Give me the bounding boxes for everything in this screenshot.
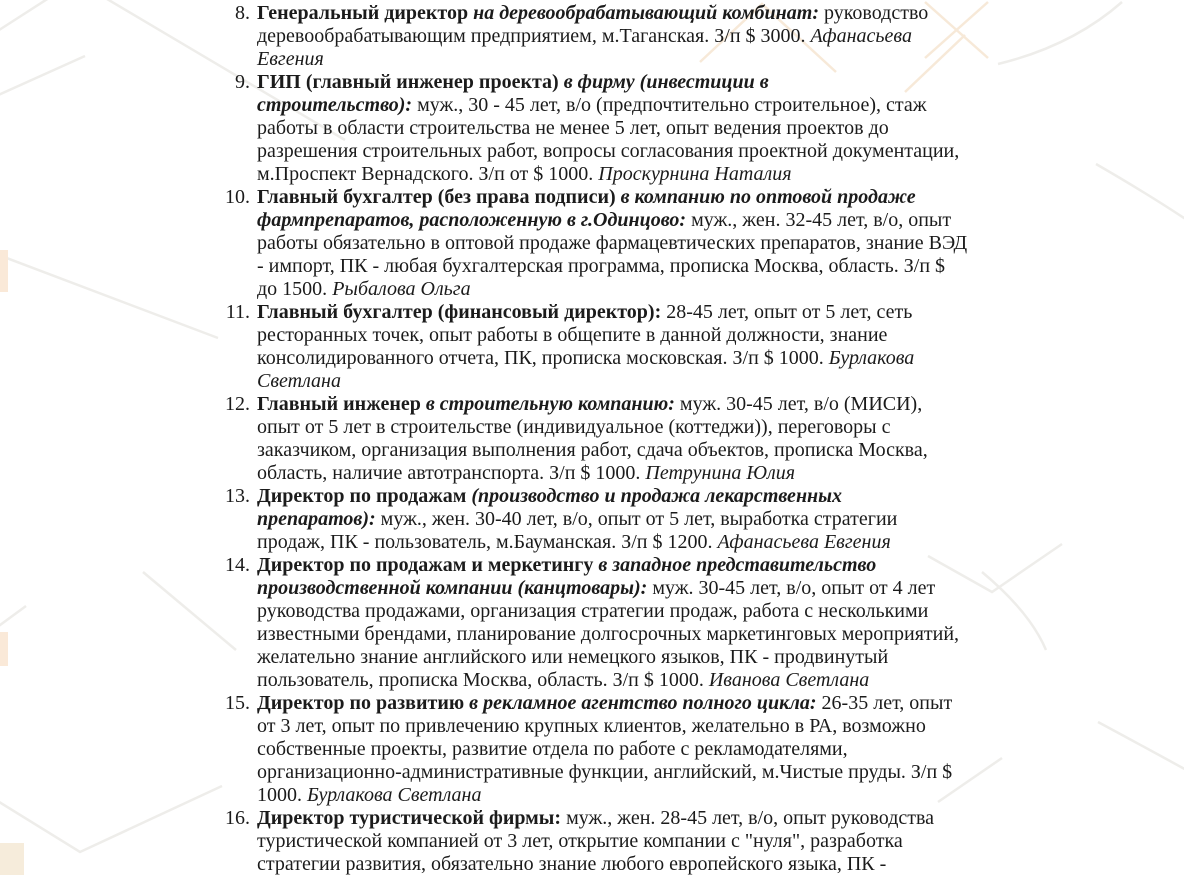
vacancy-item <box>218 485 1184 554</box>
item-qualifier: (производство и продажа лекарственных препаратов): <box>257 485 843 530</box>
item-title: Директор по продажам <box>257 485 467 507</box>
item-contact: Рыбалова Ольга <box>332 278 471 300</box>
item-qualifier: в компанию по оптовой продаже фармпрепаратов, расположенную в г.Одинцово: <box>257 186 916 231</box>
item-contact: Проскурнина Наталия <box>598 163 792 185</box>
vacancy-item <box>218 692 1184 807</box>
item-contact: Афанасьева Евгения <box>717 531 891 553</box>
item-description: муж., жен. 30-40 лет, в/о, опыт от 5 лет, выработка стратегии продаж, ПК - пользователь, м.Бауманская. З/п $ 1200. <box>257 508 898 553</box>
vacancy-item <box>218 807 1184 876</box>
item-number: 11. <box>225 301 250 323</box>
item-number: 15. <box>225 692 250 714</box>
item-number: 10. <box>225 186 250 208</box>
item-title: Главный бухгалтер (без права подписи) <box>257 186 616 208</box>
item-contact: Иванова Светлана <box>708 669 870 691</box>
vacancy-item <box>218 301 1184 393</box>
item-text <box>257 301 969 393</box>
item-text <box>257 393 969 485</box>
item-description: муж., 30 - 45 лет, в/о (предпочтительно строительное), стаж работы в области строительства не менее 5 лет, опыт ведения проектов до разрешения строительных работ, вопросы согласования проектной документации, м.Проспект Вернадского. З/п от $ 1000. <box>257 94 960 185</box>
vacancy-item <box>218 393 1184 485</box>
item-title: Главный инженер <box>257 393 421 415</box>
vacancy-item <box>218 2 1184 71</box>
item-text <box>257 554 969 692</box>
item-title: Главный бухгалтер (финансовый директор): <box>257 301 662 323</box>
item-qualifier: в фирму (инвестиции в строительство): <box>257 71 769 116</box>
item-text <box>257 692 969 807</box>
item-contact: Бурлакова Светлана <box>307 784 482 806</box>
item-description: муж., жен. 32-45 лет, в/о, опыт работы обязательно в оптовой продаже фармацевтических препаратов, знание ВЭД - импорт, ПК - любая бухгалтерская программа, прописка Москва, область. З/п $ до 1500. <box>257 209 968 300</box>
item-description: муж. 30-45 лет, в/о (МИСИ), опыт от 5 лет в строительстве (индивидуальное (коттеджи)), переговоры с заказчиком, организация выполнения работ, сдача объектов, прописка Москва, область, наличие автотранспорта. З/п $ 1000. <box>257 393 928 484</box>
item-number: 13. <box>225 485 250 507</box>
item-description: 26-35 лет, опыт от 3 лет, опыт по привлечению крупных клиентов, желательно в РА, возможно собственные проекты, развитие отдела по работе с рекламодателями, организационно-административные функции, английский, м.Чистые пруды. З/п $ 1000. <box>257 692 953 806</box>
item-title: Генеральный директор <box>257 2 469 24</box>
item-description: руководство деревообрабатывающим предприятием, м.Таганская. З/п $ 3000. <box>257 2 929 47</box>
item-text <box>257 71 969 186</box>
item-contact: Афанасьева Евгения <box>257 25 912 70</box>
item-description: муж. 30-45 лет, в/о, опыт от 4 лет руководства продажами, организация стратегии продаж, работа с несколькими известными брендами, планирование долгосрочных маркетинговых мероприятий, желательно знание английского или немецкого языков, ПК - продвинутый пользователь, прописка Москва, область. З/п $ 1000. <box>257 577 960 691</box>
item-number: 14. <box>225 554 250 576</box>
item-contact: Бурлакова Светлана <box>257 347 915 392</box>
vacancy-item <box>218 71 1184 186</box>
item-number: 8. <box>235 2 250 24</box>
item-qualifier: на деревообрабатывающий комбинат: <box>473 2 819 24</box>
item-description: муж., жен. 28-45 лет, в/о, опыт руководства туристической компанией от 3 лет, открытие компании с "нуля", разработка стратегии развития, обязательно знание любого европейского языка, ПК - <box>257 807 935 875</box>
item-qualifier: в западное представительство производственной компании (канцтовары): <box>257 554 877 599</box>
item-title: Директор по развитию <box>257 692 465 714</box>
item-text <box>257 485 969 554</box>
item-title: Директор по продажам и меркетингу <box>257 554 594 576</box>
item-text <box>257 2 969 71</box>
item-number: 9. <box>235 71 250 93</box>
item-number: 12. <box>225 393 250 415</box>
item-text <box>257 186 969 301</box>
item-text <box>257 807 969 876</box>
item-title: Директор туристической фирмы: <box>257 807 562 829</box>
item-description: 28-45 лет, опыт от 5 лет, сеть ресторанных точек, опыт работы в общепите в данной должности, знание консолидированного отчета, ПК, прописка московская. З/п $ 1000. <box>257 301 913 369</box>
item-qualifier: в рекламное агентство полного цикла: <box>469 692 817 714</box>
item-number: 16. <box>225 807 250 829</box>
item-contact: Петрунина Юлия <box>645 462 796 484</box>
item-qualifier: в строительную компанию: <box>425 393 675 415</box>
item-title: ГИП (главный инженер проекта) <box>257 71 559 93</box>
vacancy-item <box>218 186 1184 301</box>
vacancy-item <box>218 554 1184 692</box>
